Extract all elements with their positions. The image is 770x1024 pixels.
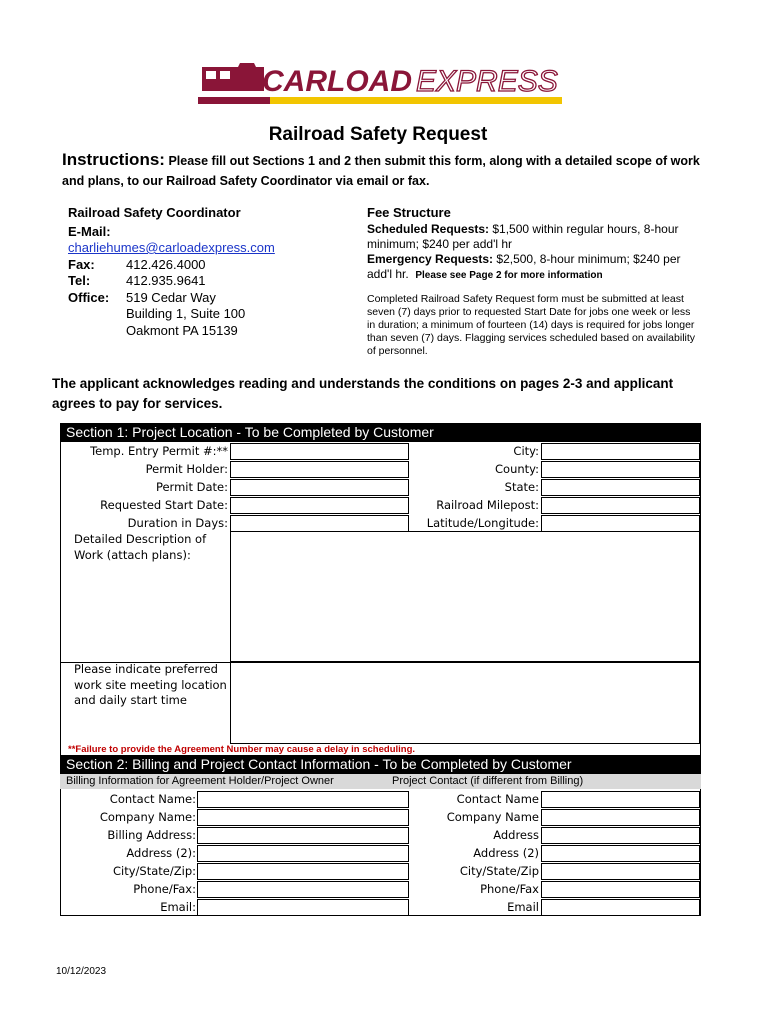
instructions <box>62 150 712 191</box>
description-label: Detailed Description of Work (attach plans): <box>74 532 207 562</box>
section2-right-field[interactable] <box>541 863 700 880</box>
office-label: Office: <box>68 289 110 305</box>
section1-left-field[interactable] <box>230 461 409 478</box>
submission-note: Completed Railroad Safety Request form must be submitted at least seven (7) days prior to requested Start Date for jobs one week or less in duration; a minimum of fourteen (14) days is required for jobs longer than seven (7) days. Flagging services scheduled based on availability of personnel. <box>367 293 696 357</box>
section2-header: Section 2: Billing and Project Contact Information - To be Completed by Customer <box>60 755 701 774</box>
section2-left-label: Billing Address: <box>107 828 196 842</box>
section1-right-label: City: <box>513 444 539 458</box>
section2-left-field[interactable] <box>197 791 409 808</box>
logo-express-text: EXPRESS <box>416 65 558 98</box>
section1-right-label: County: <box>495 462 539 476</box>
section2-left-field[interactable] <box>197 809 409 826</box>
section1-right-field[interactable] <box>541 515 700 532</box>
fee-structure <box>367 205 697 358</box>
scheduled-requests <box>367 222 697 252</box>
coordinator-heading: Railroad Safety Coordinator <box>68 205 241 220</box>
scheduled-text: $1,500 within regular hours, 8-hour minimum; $240 per add'l hr <box>367 222 679 251</box>
section1-left-label: Permit Holder: <box>145 462 228 476</box>
section2-left-field[interactable] <box>197 881 409 898</box>
section2-left-label: Company Name: <box>99 810 196 824</box>
section1-header: Section 1: Project Location - To be Completed by Customer <box>60 423 701 442</box>
section1-right-field[interactable] <box>541 479 700 496</box>
email-link[interactable]: charliehumes@carloadexpress.com <box>68 240 275 255</box>
page-title: Railroad Safety Request <box>268 124 488 145</box>
section2-left-field[interactable] <box>197 845 409 862</box>
section2-right-label: Phone/Fax <box>480 882 539 896</box>
section2-right-label: City/State/Zip <box>459 864 539 878</box>
section1-right-label: State: <box>504 480 539 494</box>
emergency-text: $2,500, 8-hour minimum; $240 per add'l hr. <box>367 252 681 281</box>
section1-left-label: Permit Date: <box>155 480 228 494</box>
section1-left-field[interactable] <box>230 497 409 514</box>
emergency-requests <box>367 252 697 283</box>
section2-left-field[interactable] <box>197 827 409 844</box>
see-page-note: Please see Page 2 for more information <box>415 270 603 281</box>
section1-left-label: Requested Start Date: <box>100 498 228 512</box>
failure-note: **Failure to provide the Agreement Number may cause a delay in scheduling. <box>68 744 416 755</box>
section2-right-field[interactable] <box>541 827 700 844</box>
section1-left-field[interactable] <box>230 515 409 532</box>
section2-right-label: Contact Name <box>456 792 539 806</box>
billing-heading: Billing Information for Agreement Holder/Project Owner <box>66 775 334 787</box>
section2-left-field[interactable] <box>197 899 409 916</box>
section2-right-label: Company Name <box>446 810 539 824</box>
section1-right-label: Latitude/Longitude: <box>426 516 539 530</box>
section2-right-label: Email <box>507 900 539 914</box>
section2-right-field[interactable] <box>541 899 700 916</box>
emergency-label: Emergency Requests: <box>367 252 494 266</box>
yellow-stripe <box>198 97 562 104</box>
section1-right-field[interactable] <box>541 443 700 460</box>
logo-carload-text: CARLOAD <box>262 65 412 98</box>
office-line1: 519 Cedar Way <box>126 289 216 305</box>
office-line2: Building 1, Suite 100 <box>126 306 246 321</box>
section2-left-label: Phone/Fax: <box>133 882 196 896</box>
footer-date: 10/12/2023 <box>56 966 107 977</box>
instructions-lead: Instructions: <box>62 150 165 169</box>
section2-right-field[interactable] <box>541 845 700 862</box>
carload-express-logo <box>198 57 562 107</box>
section1-right-field[interactable] <box>541 461 700 478</box>
logo-graphic <box>198 57 562 107</box>
section2-right-label: Address (2) <box>473 846 539 860</box>
office-line3: Oakmont PA 15139 <box>126 322 238 338</box>
coordinator-block <box>68 205 275 339</box>
email-label: E-Mail: <box>68 223 111 239</box>
contact-heading: Project Contact (if different from Billing) <box>392 775 584 787</box>
section1-left-label: Duration in Days: <box>127 516 228 530</box>
section2-left-label: City/State/Zip: <box>113 864 196 878</box>
section2-right-field[interactable] <box>541 791 700 808</box>
section1-left-label: Temp. Entry Permit #:** <box>90 444 228 458</box>
section2-left-label: Contact Name: <box>109 792 196 806</box>
fee-heading: Fee Structure <box>367 205 451 220</box>
fax-label: Fax: <box>68 256 95 272</box>
section2-left-label: Email: <box>160 900 196 914</box>
acknowledgement: The applicant acknowledges reading and understands the conditions on pages 2-3 and applicant agrees to pay for services. <box>52 376 674 411</box>
fax-value: 412.426.4000 <box>126 256 206 272</box>
meeting-field[interactable] <box>230 662 700 744</box>
scheduled-label: Scheduled Requests: <box>367 222 490 236</box>
section2-right-field[interactable] <box>541 809 700 826</box>
tel-label: Tel: <box>68 273 91 288</box>
section1-right-field[interactable] <box>541 497 700 514</box>
description-field[interactable] <box>230 531 700 662</box>
meeting-label: Please indicate preferred work site meeting location and daily start time <box>74 662 227 707</box>
section2-left-label: Address (2): <box>126 846 196 860</box>
section2-subheader <box>60 774 701 789</box>
section2-left-field[interactable] <box>197 863 409 880</box>
section2-right-label: Address <box>493 828 539 842</box>
section2-right-field[interactable] <box>541 881 700 898</box>
section1-left-field[interactable] <box>230 479 409 496</box>
instructions-text: Please fill out Sections 1 and 2 then submit this form, along with a detailed scope of work and plans, to our Railroad Safety Coordinator via email or fax. <box>62 154 700 188</box>
section1-left-field[interactable] <box>230 443 409 460</box>
section1-right-label: Railroad Milepost: <box>436 498 539 512</box>
tel-value: 412.935.9641 <box>126 273 206 288</box>
